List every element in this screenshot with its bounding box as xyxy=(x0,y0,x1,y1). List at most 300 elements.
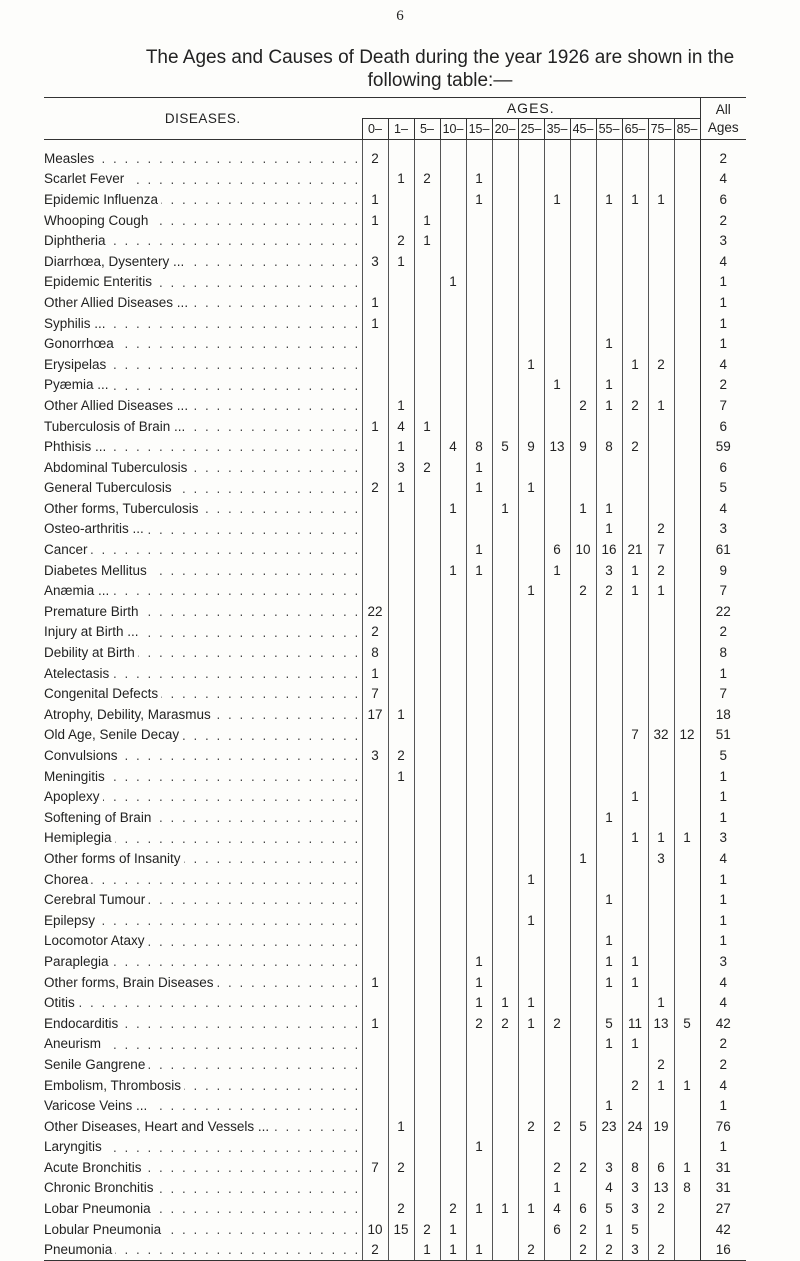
age-count-cell xyxy=(466,766,492,787)
disease-label: Epidemic Enteritis xyxy=(44,274,155,289)
age-count-cell xyxy=(440,642,466,663)
age-count-cell xyxy=(674,395,700,416)
age-count-cell xyxy=(518,395,544,416)
age-count-cell xyxy=(466,1219,492,1240)
age-count-cell xyxy=(362,848,388,869)
age-count-cell xyxy=(414,354,440,375)
disease-label: Other Diseases, Heart and Vessels ... xyxy=(44,1119,272,1134)
disease-label: Lobar Pneumonia xyxy=(44,1201,154,1216)
age-count-cell xyxy=(648,683,674,704)
age-count-cell xyxy=(466,642,492,663)
age-count-cell: 22 xyxy=(362,601,388,622)
age-count-cell xyxy=(648,663,674,684)
age-count-cell xyxy=(466,622,492,643)
age-count-cell xyxy=(362,519,388,540)
disease-name xyxy=(44,416,362,437)
age-count-cell xyxy=(648,210,674,231)
age-count-cell: 1 xyxy=(518,869,544,890)
age-count-cell xyxy=(440,807,466,828)
disease-label: Otitis xyxy=(44,995,78,1010)
age-count-cell xyxy=(674,931,700,952)
age-count-cell: 1 xyxy=(362,972,388,993)
age-count-cell: 13 xyxy=(544,436,570,457)
age-count-cell xyxy=(648,230,674,251)
age-count-cell xyxy=(674,1095,700,1116)
age-count-cell xyxy=(466,869,492,890)
age-count-cell xyxy=(518,1137,544,1158)
age-count-cell: 1 xyxy=(596,931,622,952)
age-count-cell xyxy=(466,272,492,293)
age-count-cell xyxy=(544,992,570,1013)
age-count-cell xyxy=(492,1034,518,1055)
table-row xyxy=(44,1157,746,1178)
age-count-cell xyxy=(414,766,440,787)
age-count-cell xyxy=(596,148,622,169)
age-count-cell xyxy=(466,230,492,251)
age-count-cell xyxy=(414,642,440,663)
disease-name xyxy=(44,519,362,540)
age-count-cell xyxy=(674,1137,700,1158)
age-count-cell xyxy=(466,1095,492,1116)
age-count-cell: 2 xyxy=(388,1198,414,1219)
age-count-cell: 1 xyxy=(518,1198,544,1219)
disease-name xyxy=(44,1075,362,1096)
table-row xyxy=(44,683,746,704)
age-count-cell xyxy=(492,1239,518,1260)
age-count-cell xyxy=(596,601,622,622)
age-count-cell xyxy=(544,828,570,849)
age-count-cell xyxy=(518,828,544,849)
age-count-cell xyxy=(570,313,596,334)
age-count-cell xyxy=(544,622,570,643)
age-count-cell xyxy=(414,1034,440,1055)
age-count-cell xyxy=(414,704,440,725)
age-count-cell: 8 xyxy=(362,642,388,663)
table-row xyxy=(44,663,746,684)
disease-label: Premature Birth xyxy=(44,604,142,619)
disease-label: Convulsions xyxy=(44,748,121,763)
all-ages-total: 22 xyxy=(700,601,746,622)
age-count-cell xyxy=(674,807,700,828)
age-count-cell: 1 xyxy=(362,1013,388,1034)
age-group-header: 55– xyxy=(596,119,622,140)
age-count-cell xyxy=(492,1178,518,1199)
age-count-cell xyxy=(674,683,700,704)
age-count-cell xyxy=(492,828,518,849)
age-count-cell xyxy=(622,869,648,890)
diseases-header: DISEASES. xyxy=(44,98,362,140)
age-count-cell xyxy=(492,1137,518,1158)
age-count-cell xyxy=(518,931,544,952)
age-count-cell: 1 xyxy=(362,313,388,334)
age-count-cell xyxy=(544,807,570,828)
disease-name xyxy=(44,1157,362,1178)
disease-name xyxy=(44,478,362,499)
age-count-cell xyxy=(648,745,674,766)
age-count-cell xyxy=(440,622,466,643)
age-count-cell xyxy=(674,313,700,334)
all-ages-total: 4 xyxy=(700,169,746,190)
age-count-cell xyxy=(440,601,466,622)
age-count-cell xyxy=(362,828,388,849)
age-count-cell xyxy=(518,622,544,643)
age-count-cell xyxy=(544,230,570,251)
age-count-cell xyxy=(674,436,700,457)
age-count-cell xyxy=(544,1034,570,1055)
age-count-cell xyxy=(622,230,648,251)
age-count-cell xyxy=(414,519,440,540)
age-count-cell xyxy=(388,539,414,560)
age-count-cell xyxy=(414,272,440,293)
age-count-cell: 2 xyxy=(466,1013,492,1034)
age-count-cell xyxy=(440,478,466,499)
age-count-cell xyxy=(466,828,492,849)
age-count-cell: 1 xyxy=(414,416,440,437)
all-ages-total: 2 xyxy=(700,1054,746,1075)
age-count-cell xyxy=(648,889,674,910)
all-ages-total: 4 xyxy=(700,1075,746,1096)
all-ages-total: 1 xyxy=(700,889,746,910)
all-ages-total: 7 xyxy=(700,580,746,601)
age-count-cell xyxy=(440,725,466,746)
age-count-cell xyxy=(414,663,440,684)
all-ages-total: 31 xyxy=(700,1157,746,1178)
age-count-cell xyxy=(570,292,596,313)
table-row xyxy=(44,1137,746,1158)
age-count-cell: 2 xyxy=(518,1239,544,1260)
age-count-cell xyxy=(414,622,440,643)
age-count-cell xyxy=(674,189,700,210)
age-count-cell: 2 xyxy=(648,560,674,581)
age-count-cell xyxy=(570,642,596,663)
table-row xyxy=(44,498,746,519)
age-count-cell: 1 xyxy=(622,560,648,581)
age-count-cell xyxy=(466,333,492,354)
age-count-cell xyxy=(622,148,648,169)
age-count-cell xyxy=(596,910,622,931)
table-row xyxy=(44,395,746,416)
age-count-cell xyxy=(570,169,596,190)
age-count-cell xyxy=(440,745,466,766)
age-count-cell: 4 xyxy=(544,1198,570,1219)
age-count-cell xyxy=(492,148,518,169)
age-count-cell xyxy=(492,745,518,766)
disease-name xyxy=(44,436,362,457)
age-count-cell xyxy=(648,1095,674,1116)
age-count-cell: 2 xyxy=(570,1239,596,1260)
age-count-cell xyxy=(466,1034,492,1055)
all-ages-total: 8 xyxy=(700,642,746,663)
age-count-cell xyxy=(414,478,440,499)
disease-label: Gonorrhœa xyxy=(44,336,117,351)
age-count-cell: 2 xyxy=(544,1013,570,1034)
disease-name xyxy=(44,272,362,293)
age-count-cell xyxy=(596,313,622,334)
all-ages-total: 7 xyxy=(700,683,746,704)
age-count-cell xyxy=(414,910,440,931)
age-count-cell xyxy=(518,375,544,396)
all-ages-total: 1 xyxy=(700,786,746,807)
age-count-cell xyxy=(518,1219,544,1240)
age-count-cell xyxy=(518,683,544,704)
age-count-cell xyxy=(544,889,570,910)
age-count-cell xyxy=(466,807,492,828)
age-count-cell: 2 xyxy=(648,354,674,375)
age-count-cell: 1 xyxy=(440,1239,466,1260)
table-row xyxy=(44,725,746,746)
age-count-cell xyxy=(570,910,596,931)
age-count-cell: 1 xyxy=(648,395,674,416)
age-count-cell xyxy=(674,642,700,663)
age-count-cell xyxy=(492,560,518,581)
disease-name xyxy=(44,1013,362,1034)
table-row xyxy=(44,313,746,334)
age-count-cell xyxy=(492,210,518,231)
age-count-cell: 16 xyxy=(596,539,622,560)
age-count-cell: 1 xyxy=(414,1239,440,1260)
age-count-cell: 21 xyxy=(622,539,648,560)
all-ages-total: 1 xyxy=(700,663,746,684)
age-count-cell xyxy=(674,251,700,272)
age-count-cell xyxy=(544,1054,570,1075)
age-count-cell xyxy=(388,1178,414,1199)
age-count-cell xyxy=(414,148,440,169)
age-count-cell xyxy=(414,807,440,828)
age-count-cell: 1 xyxy=(596,375,622,396)
disease-label: Other forms, Tuberculosis xyxy=(44,501,202,516)
disease-label: Whooping Cough xyxy=(44,213,151,228)
age-count-cell: 2 xyxy=(648,1054,674,1075)
disease-label: Paraplegia xyxy=(44,954,112,969)
age-count-cell: 9 xyxy=(570,436,596,457)
disease-name xyxy=(44,951,362,972)
all-ages-total: 7 xyxy=(700,395,746,416)
age-count-cell xyxy=(362,230,388,251)
age-count-cell: 8 xyxy=(596,436,622,457)
disease-name xyxy=(44,807,362,828)
age-count-cell xyxy=(674,457,700,478)
age-count-cell xyxy=(622,519,648,540)
age-count-cell: 1 xyxy=(362,416,388,437)
age-count-cell xyxy=(518,1034,544,1055)
age-count-cell xyxy=(596,828,622,849)
age-count-cell xyxy=(518,848,544,869)
age-count-cell xyxy=(466,292,492,313)
age-count-cell: 1 xyxy=(648,1075,674,1096)
age-count-cell xyxy=(544,333,570,354)
disease-name xyxy=(44,498,362,519)
age-count-cell xyxy=(414,745,440,766)
age-count-cell xyxy=(492,478,518,499)
age-count-cell: 3 xyxy=(362,251,388,272)
disease-name xyxy=(44,251,362,272)
age-count-cell: 2 xyxy=(388,745,414,766)
disease-label: Abdominal Tuberculosis xyxy=(44,460,190,475)
age-count-cell: 1 xyxy=(440,272,466,293)
age-count-cell xyxy=(518,1178,544,1199)
age-count-cell xyxy=(518,457,544,478)
age-count-cell: 5 xyxy=(492,436,518,457)
table-row xyxy=(44,807,746,828)
disease-name xyxy=(44,848,362,869)
age-count-cell xyxy=(622,745,648,766)
age-count-cell xyxy=(622,766,648,787)
disease-name xyxy=(44,828,362,849)
age-count-cell xyxy=(492,786,518,807)
age-count-cell xyxy=(544,869,570,890)
age-count-cell xyxy=(544,931,570,952)
disease-name xyxy=(44,622,362,643)
age-count-cell xyxy=(440,889,466,910)
disease-label: Endocarditis xyxy=(44,1016,121,1031)
age-count-cell xyxy=(648,1137,674,1158)
age-count-cell xyxy=(414,1054,440,1075)
age-count-cell xyxy=(440,210,466,231)
age-count-cell xyxy=(414,951,440,972)
age-count-cell xyxy=(492,931,518,952)
disease-label: Meningitis xyxy=(44,769,108,784)
age-count-cell xyxy=(388,972,414,993)
age-count-cell xyxy=(648,416,674,437)
age-count-cell xyxy=(518,333,544,354)
age-count-cell xyxy=(570,704,596,725)
disease-name xyxy=(44,663,362,684)
age-count-cell xyxy=(622,272,648,293)
age-count-cell xyxy=(544,1075,570,1096)
age-count-cell xyxy=(570,869,596,890)
age-count-cell xyxy=(362,539,388,560)
age-count-cell xyxy=(440,519,466,540)
all-ages-total: 1 xyxy=(700,1137,746,1158)
age-count-cell xyxy=(414,1157,440,1178)
age-count-cell xyxy=(466,931,492,952)
age-count-cell: 5 xyxy=(596,1013,622,1034)
age-count-cell xyxy=(570,333,596,354)
all-ages-total: 2 xyxy=(700,1034,746,1055)
disease-name xyxy=(44,457,362,478)
age-count-cell xyxy=(388,292,414,313)
table-row xyxy=(44,848,746,869)
age-count-cell xyxy=(362,498,388,519)
age-count-cell xyxy=(622,683,648,704)
all-ages-total: 1 xyxy=(700,910,746,931)
age-count-cell: 1 xyxy=(622,786,648,807)
all-ages-total: 4 xyxy=(700,848,746,869)
table-row xyxy=(44,642,746,663)
age-count-cell xyxy=(622,663,648,684)
table-row xyxy=(44,622,746,643)
age-count-cell xyxy=(362,931,388,952)
age-count-cell: 2 xyxy=(414,457,440,478)
age-count-cell xyxy=(440,663,466,684)
age-count-cell xyxy=(544,210,570,231)
age-count-cell xyxy=(570,766,596,787)
age-count-cell: 6 xyxy=(570,1198,596,1219)
age-count-cell xyxy=(648,931,674,952)
age-count-cell xyxy=(388,1095,414,1116)
disease-label: Chronic Bronchitis xyxy=(44,1180,157,1195)
age-count-cell: 2 xyxy=(362,478,388,499)
age-count-cell xyxy=(622,478,648,499)
age-count-cell: 23 xyxy=(596,1116,622,1137)
table-row xyxy=(44,931,746,952)
age-count-cell xyxy=(674,951,700,972)
age-count-cell xyxy=(440,1116,466,1137)
age-count-cell: 1 xyxy=(544,375,570,396)
disease-name xyxy=(44,1137,362,1158)
age-count-cell: 1 xyxy=(440,498,466,519)
age-count-cell xyxy=(622,622,648,643)
age-group-header: 1– xyxy=(388,119,414,140)
age-count-cell xyxy=(414,1013,440,1034)
age-count-cell xyxy=(414,395,440,416)
all-ages-total: 3 xyxy=(700,828,746,849)
age-count-cell xyxy=(466,1075,492,1096)
age-count-cell xyxy=(648,1034,674,1055)
age-count-cell xyxy=(570,1013,596,1034)
age-count-cell: 1 xyxy=(466,972,492,993)
age-count-cell: 1 xyxy=(622,828,648,849)
disease-label: Softening of Brain xyxy=(44,810,154,825)
age-count-cell: 1 xyxy=(518,478,544,499)
age-count-cell xyxy=(388,313,414,334)
age-count-cell xyxy=(518,1054,544,1075)
age-count-cell xyxy=(362,807,388,828)
age-count-cell xyxy=(648,869,674,890)
age-count-cell xyxy=(648,148,674,169)
age-count-cell xyxy=(466,601,492,622)
table-row xyxy=(44,889,746,910)
age-count-cell: 10 xyxy=(570,539,596,560)
age-count-cell xyxy=(544,683,570,704)
age-count-cell xyxy=(492,683,518,704)
age-count-cell xyxy=(492,869,518,890)
disease-name xyxy=(44,560,362,581)
table-row xyxy=(44,478,746,499)
age-count-cell: 1 xyxy=(466,169,492,190)
age-count-cell xyxy=(440,951,466,972)
page-number: 6 xyxy=(396,8,404,24)
age-count-cell: 7 xyxy=(648,539,674,560)
age-count-cell: 6 xyxy=(648,1157,674,1178)
age-count-cell xyxy=(388,642,414,663)
age-count-cell xyxy=(440,1157,466,1178)
age-count-cell xyxy=(440,189,466,210)
age-count-cell xyxy=(362,786,388,807)
age-count-cell: 1 xyxy=(362,189,388,210)
age-count-cell xyxy=(492,910,518,931)
age-count-cell: 5 xyxy=(570,1116,596,1137)
table-row xyxy=(44,333,746,354)
disease-label: Atelectasis xyxy=(44,666,112,681)
age-count-cell xyxy=(570,992,596,1013)
age-count-cell xyxy=(596,1137,622,1158)
age-count-cell xyxy=(388,828,414,849)
age-count-cell xyxy=(648,1219,674,1240)
age-count-cell: 1 xyxy=(596,395,622,416)
age-count-cell: 1 xyxy=(362,210,388,231)
table-row xyxy=(44,519,746,540)
age-count-cell xyxy=(414,375,440,396)
disease-name xyxy=(44,1239,362,1260)
age-count-cell xyxy=(440,1034,466,1055)
age-count-cell: 1 xyxy=(648,828,674,849)
disease-name xyxy=(44,580,362,601)
age-count-cell: 1 xyxy=(622,951,648,972)
age-count-cell xyxy=(518,663,544,684)
age-count-cell xyxy=(570,457,596,478)
age-count-cell xyxy=(674,169,700,190)
